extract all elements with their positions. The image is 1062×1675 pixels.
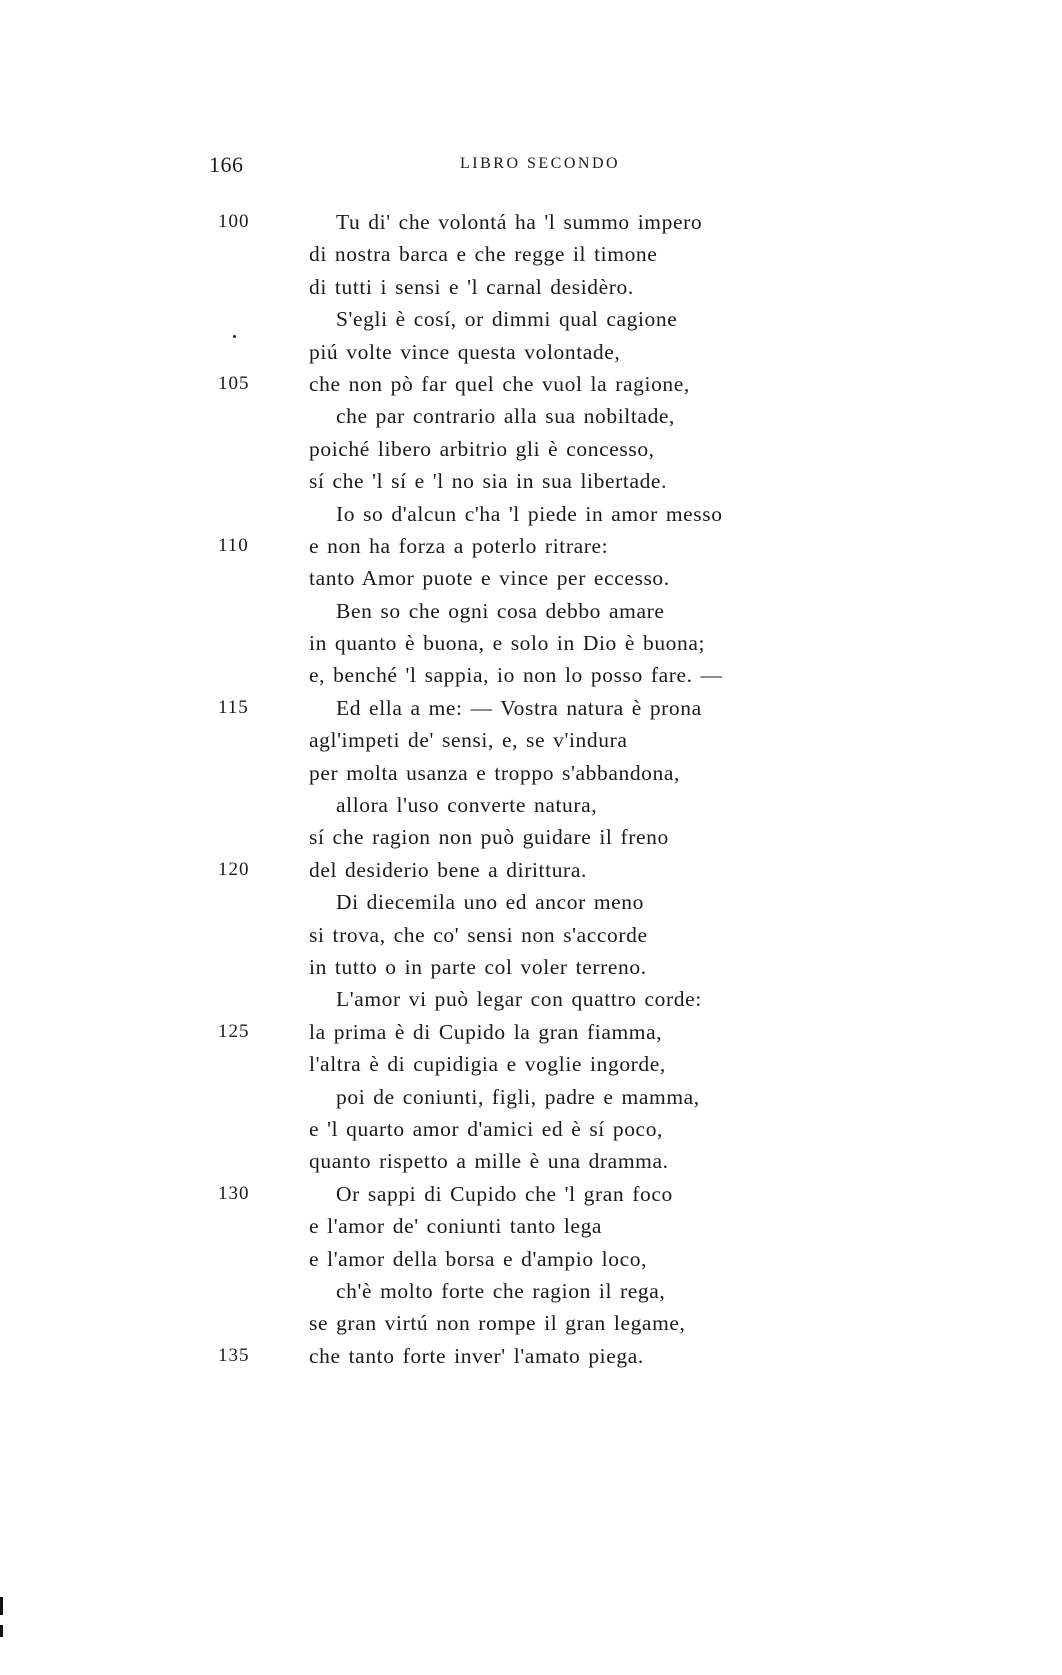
verse-text: si trova, che co' sensi non s'accorde [309,922,648,947]
verse-line [0,206,1062,238]
verse-line [0,627,1062,659]
verse-line [0,238,1062,270]
verse-text: agl'impeti de' sensi, e, se v'indura [309,728,628,753]
verse-text: del desiderio bene a dirittura. [309,857,587,882]
line-number: 110 [218,534,249,556]
verse-line [0,1048,1062,1080]
line-number: 135 [218,1344,250,1366]
line-number: 130 [218,1182,250,1204]
verse-line [0,659,1062,691]
page-number: 166 [209,152,244,177]
verse-text: ch'è molto forte che ragion il rega, [336,1278,666,1303]
verse-line [0,854,1062,886]
poem-text [0,206,1062,1372]
verse-text: Ben so che ogni cosa debbo amare [336,598,665,623]
verse-line [0,1081,1062,1113]
verse-text: S'egli è cosí, or dimmi qual cagione [336,307,678,332]
verse-line [0,271,1062,303]
verse-line [0,821,1062,853]
verse-text: piú volte vince questa volontade, [309,339,621,364]
verse-text: quanto rispetto a mille è una dramma. [309,1149,669,1174]
verse-text: Or sappi di Cupido che 'l gran foco [336,1181,673,1206]
verse-line [0,951,1062,983]
verse-line [0,1210,1062,1242]
verse-text: l'altra è di cupidigia e voglie ingorde, [309,1052,666,1077]
verse-text: la prima è di Cupido la gran fiamma, [309,1019,663,1044]
verse-text: di tutti i sensi e 'l carnal desidèro. [309,274,634,299]
verse-text: Tu di' che volontá ha 'l summo impero [336,210,703,234]
running-title: LIBRO SECONDO [460,155,621,172]
verse-line [0,886,1062,918]
verse-line [0,595,1062,627]
verse-text: e non ha forza a poterlo ritrare: [309,533,609,558]
verse-line [0,530,1062,562]
verse-line [0,1275,1062,1307]
verse-text: che par contrario alla sua nobiltade, [336,404,676,429]
verse-text: Io so d'alcun c'ha 'l piede in amor messo [336,501,723,526]
verse-line [0,1243,1062,1275]
verse-line [0,303,1062,335]
verse-text: e, benché 'l sappia, io non lo posso fare. — [309,663,723,688]
line-number: 115 [218,696,249,718]
verse-line [0,919,1062,951]
verse-line [0,1113,1062,1145]
verse-line [0,757,1062,789]
verse-text: che non pò far quel che vuol la ragione, [309,371,690,396]
verse-text: allora l'uso converte natura, [336,793,598,818]
verse-line [0,983,1062,1015]
verse-text: Ed ella a me: — Vostra natura è prona [336,695,702,720]
verse-text: L'amor vi può legar con quattro corde: [336,987,702,1012]
verse-text: e l'amor de' coniunti tanto lega [309,1214,603,1239]
verse-line [0,1016,1062,1048]
scan-edge-mark [0,1597,3,1615]
line-number: 105 [218,372,250,394]
verse-line [0,1178,1062,1210]
verse-text: e 'l quarto amor d'amici ed è sí poco, [309,1116,664,1141]
verse-line [0,789,1062,821]
verse-text: di nostra barca e che regge il timone [309,242,658,267]
verse-text: Di diecemila uno ed ancor meno [336,890,644,915]
verse-line [0,336,1062,368]
verse-line [0,1307,1062,1339]
verse-line [0,1145,1062,1177]
verse-text: tanto Amor puote e vince per eccesso. [309,566,670,591]
line-number: 125 [218,1020,250,1042]
scan-edge-mark [0,1625,3,1637]
line-number: 120 [218,858,250,880]
verse-text: in quanto è buona, e solo in Dio è buona; [309,631,706,656]
verse-line [0,465,1062,497]
verse-text: sí che 'l sí e 'l no sia in sua libertade. [309,469,668,494]
verse-line [0,433,1062,465]
verse-text: sí che ragion non può guidare il freno [309,825,669,850]
verse-line [0,562,1062,594]
verse-line [0,368,1062,400]
verse-text: per molta usanza e troppo s'abbandona, [309,760,681,785]
verse-line [0,692,1062,724]
verse-text: poiché libero arbitrio gli è concesso, [309,436,655,461]
verse-line [0,498,1062,530]
verse-text: e l'amor della borsa e d'ampio loco, [309,1246,648,1271]
verse-line [0,724,1062,756]
verse-line [0,400,1062,432]
verse-text: in tutto o in parte col voler terreno. [309,954,647,979]
line-number: 100 [218,211,250,232]
verse-text: poi de coniunti, figli, padre e mamma, [336,1084,700,1109]
verse-text: che tanto forte inver' l'amato piega. [309,1343,644,1368]
verse-line [0,1340,1062,1372]
verse-text: se gran virtú non rompe il gran legame, [309,1311,686,1336]
